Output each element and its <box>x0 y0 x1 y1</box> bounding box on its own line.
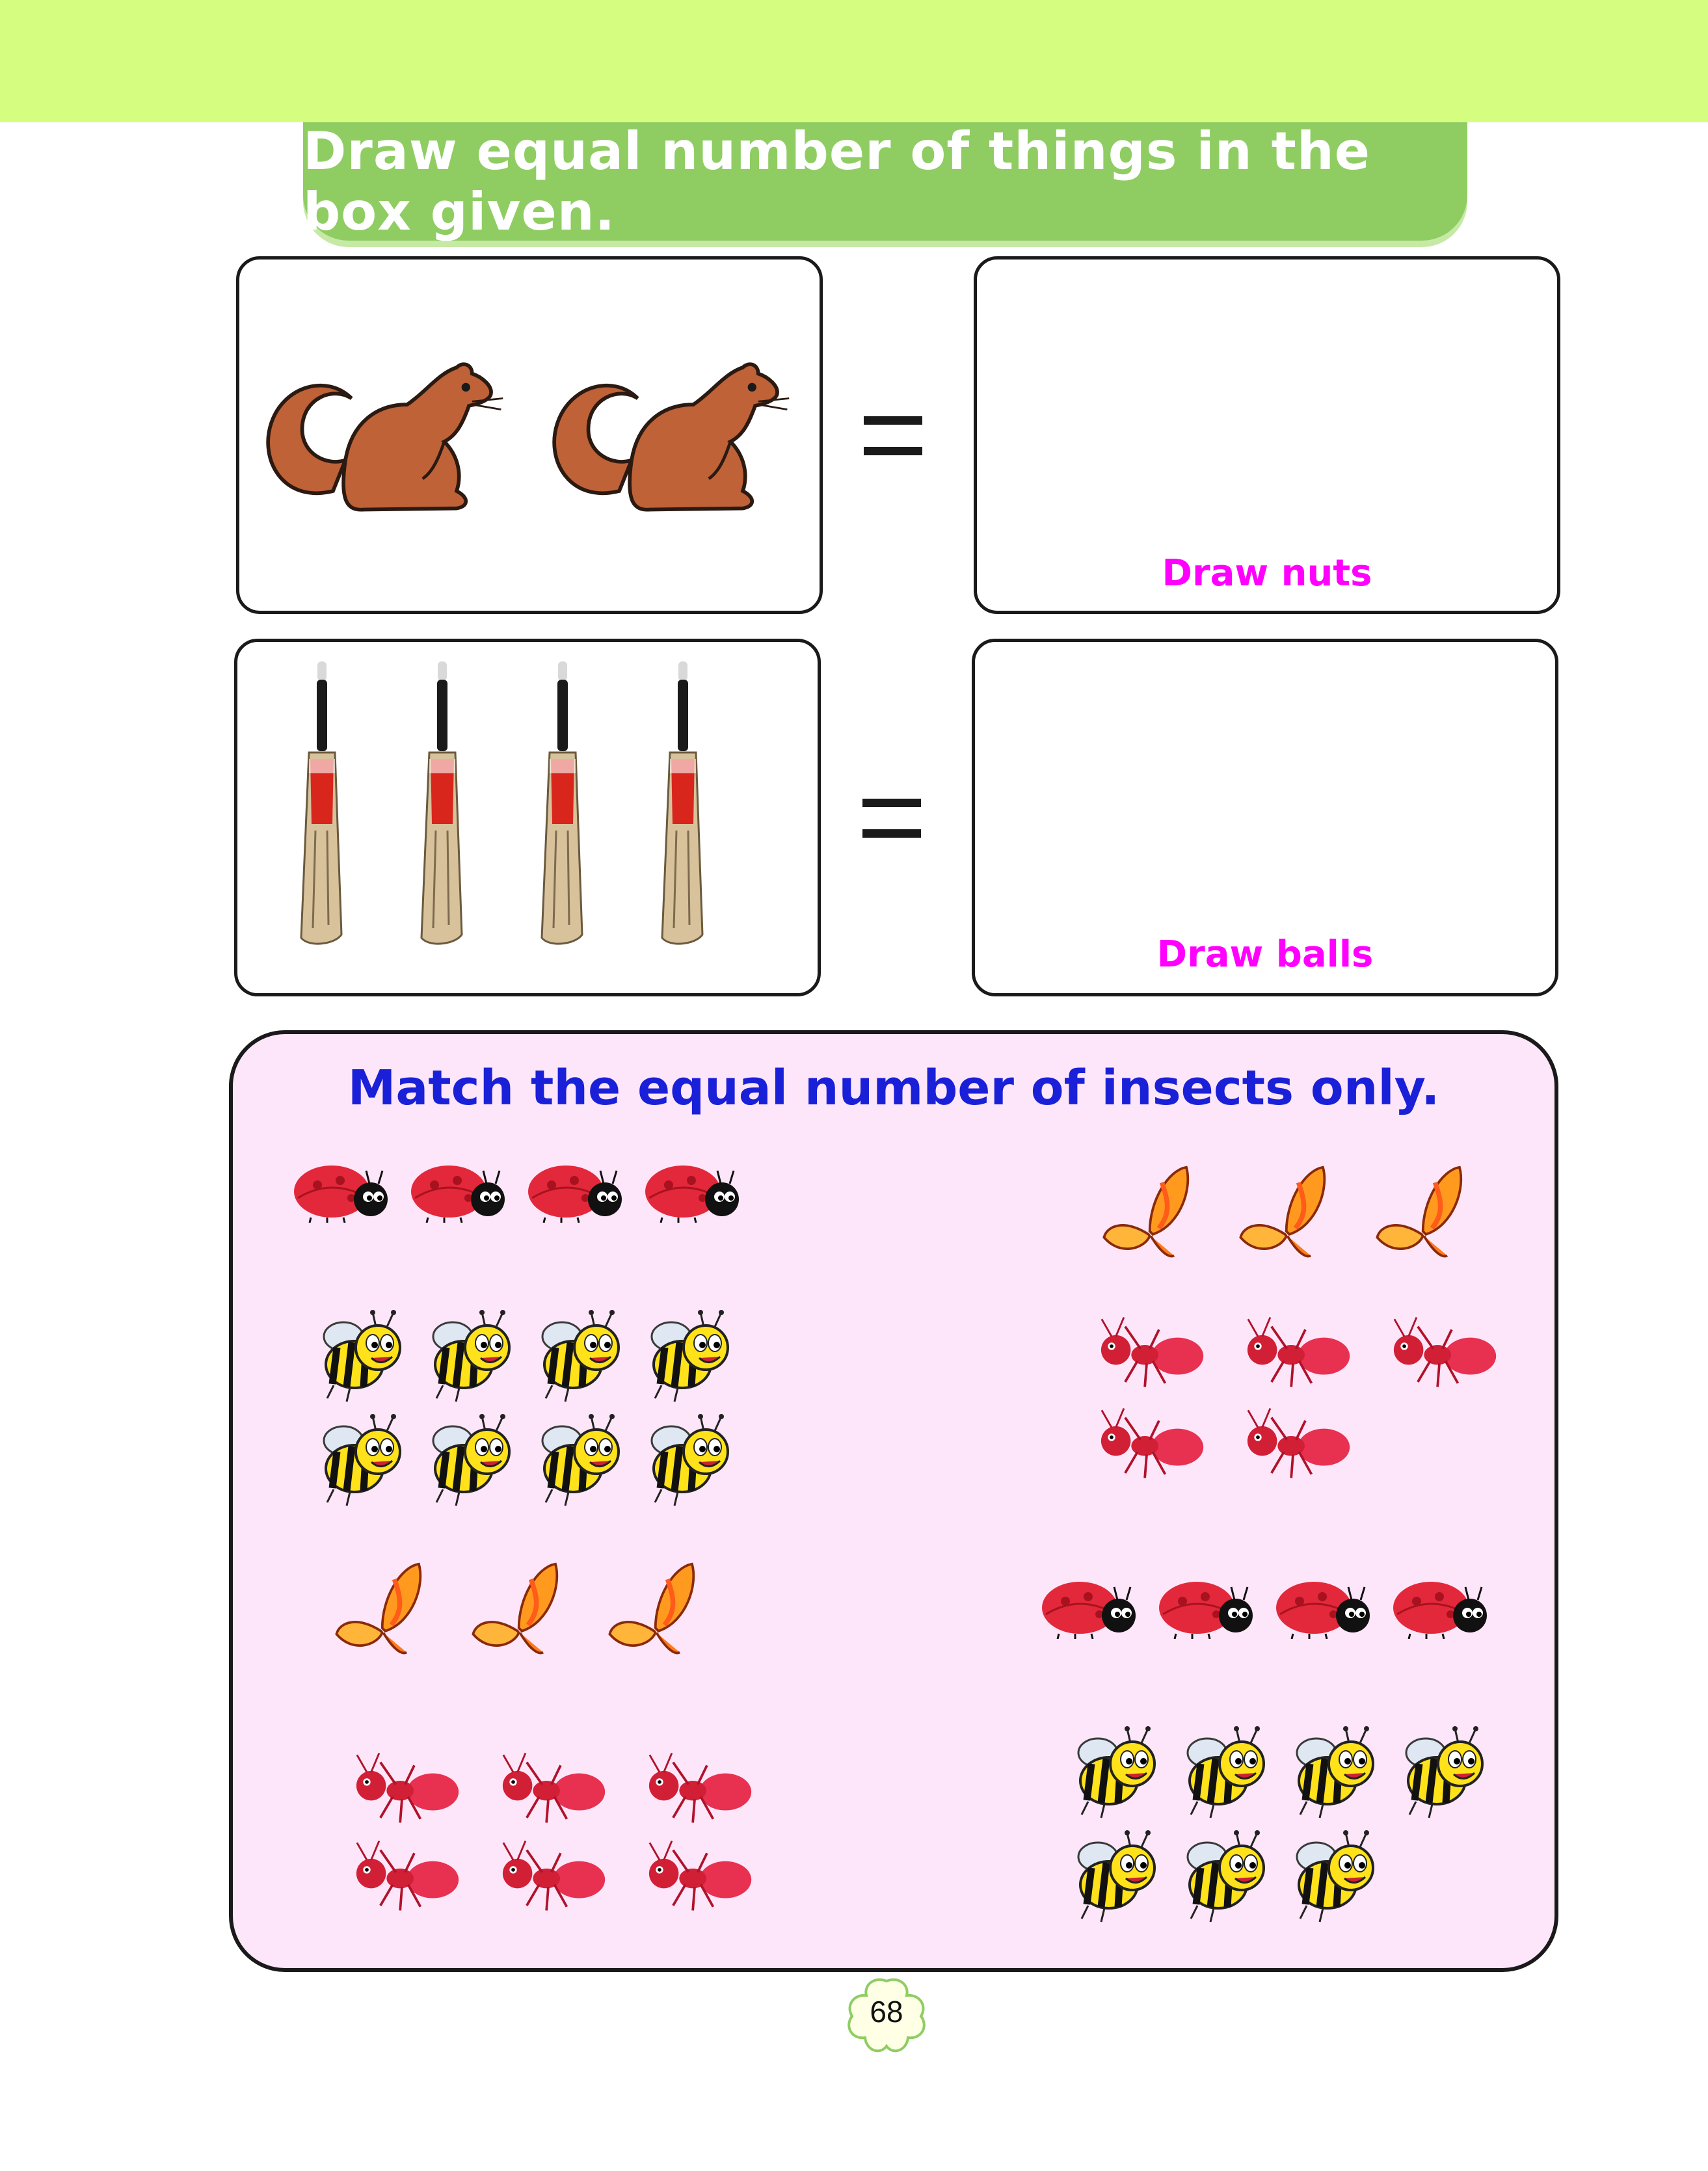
left-group-bees[interactable] <box>314 1307 769 1509</box>
squirrel-picture-box <box>236 256 823 614</box>
equals-sign <box>862 799 921 838</box>
ladybug-icon <box>526 1158 630 1223</box>
equals-sign <box>864 416 922 455</box>
ant-icon <box>1234 1405 1352 1480</box>
ladybug-icon <box>643 1158 747 1223</box>
bee-icon <box>1287 1724 1385 1821</box>
bee-icon <box>1287 1828 1385 1925</box>
bee-icon <box>533 1307 630 1405</box>
right-group-ladybugs[interactable] <box>1039 1574 1495 1639</box>
ant-icon <box>1234 1314 1352 1389</box>
bee-icon <box>1069 1724 1166 1821</box>
draw-hint: Draw nuts <box>1162 552 1372 594</box>
right-group-butterflies[interactable] <box>1098 1164 1469 1262</box>
bee-icon <box>423 1307 521 1405</box>
ant-icon <box>343 1837 460 1912</box>
left-group-ants[interactable] <box>343 1750 799 1912</box>
cricket-bat-icon <box>410 661 475 948</box>
ladybug-icon <box>1391 1574 1495 1639</box>
butterfly-icon <box>330 1561 428 1658</box>
cricket-bat-icon <box>530 661 595 948</box>
cricket-bat-icon <box>289 661 354 948</box>
right-group-ants[interactable] <box>1088 1314 1543 1480</box>
left-group-butterflies[interactable] <box>330 1561 701 1658</box>
bee-icon <box>314 1307 412 1405</box>
draw-hint: Draw balls <box>1156 933 1374 976</box>
ant-icon <box>636 1837 753 1912</box>
ladybug-icon <box>408 1158 513 1223</box>
ant-icon <box>1088 1314 1205 1389</box>
ladybug-icon <box>1039 1574 1143 1639</box>
top-band <box>0 0 1708 122</box>
butterfly-icon <box>1371 1164 1469 1262</box>
bee-icon <box>1396 1724 1494 1821</box>
bee-icon <box>1178 1828 1275 1925</box>
match-title: Match the equal number of insects only. <box>347 1060 1440 1116</box>
bee-icon <box>1178 1724 1275 1821</box>
ladybug-icon <box>291 1158 395 1223</box>
butterfly-icon <box>1098 1164 1195 1262</box>
draw-balls-box[interactable] <box>972 639 1558 996</box>
squirrel-icon <box>259 344 506 539</box>
ladybug-icon <box>1156 1574 1261 1639</box>
ant-icon <box>490 1750 607 1824</box>
right-group-bees[interactable] <box>1069 1724 1524 1925</box>
bee-icon <box>533 1411 630 1509</box>
ant-icon <box>1381 1314 1498 1389</box>
cricket-bat-icon <box>650 661 715 948</box>
butterfly-icon <box>1234 1164 1332 1262</box>
ant-icon <box>636 1750 753 1824</box>
worksheet-title: Draw equal number of things in the box given. <box>303 121 1371 242</box>
ant-icon <box>343 1750 460 1824</box>
match-panel <box>229 1030 1558 1972</box>
squirrel-icon <box>545 344 792 539</box>
bee-icon <box>1069 1828 1166 1925</box>
page-number: 68 <box>870 1995 903 2029</box>
butterfly-icon <box>604 1561 701 1658</box>
ant-icon <box>490 1837 607 1912</box>
left-group-ladybugs[interactable] <box>291 1158 747 1223</box>
bee-icon <box>423 1411 521 1509</box>
ant-icon <box>1088 1405 1205 1480</box>
butterfly-icon <box>467 1561 565 1658</box>
draw-nuts-box[interactable] <box>974 256 1560 614</box>
title-tab <box>303 122 1467 241</box>
bee-icon <box>642 1411 740 1509</box>
bee-icon <box>314 1411 412 1509</box>
bat-picture-box <box>234 639 821 996</box>
ladybug-icon <box>1274 1574 1378 1639</box>
bee-icon <box>642 1307 740 1405</box>
